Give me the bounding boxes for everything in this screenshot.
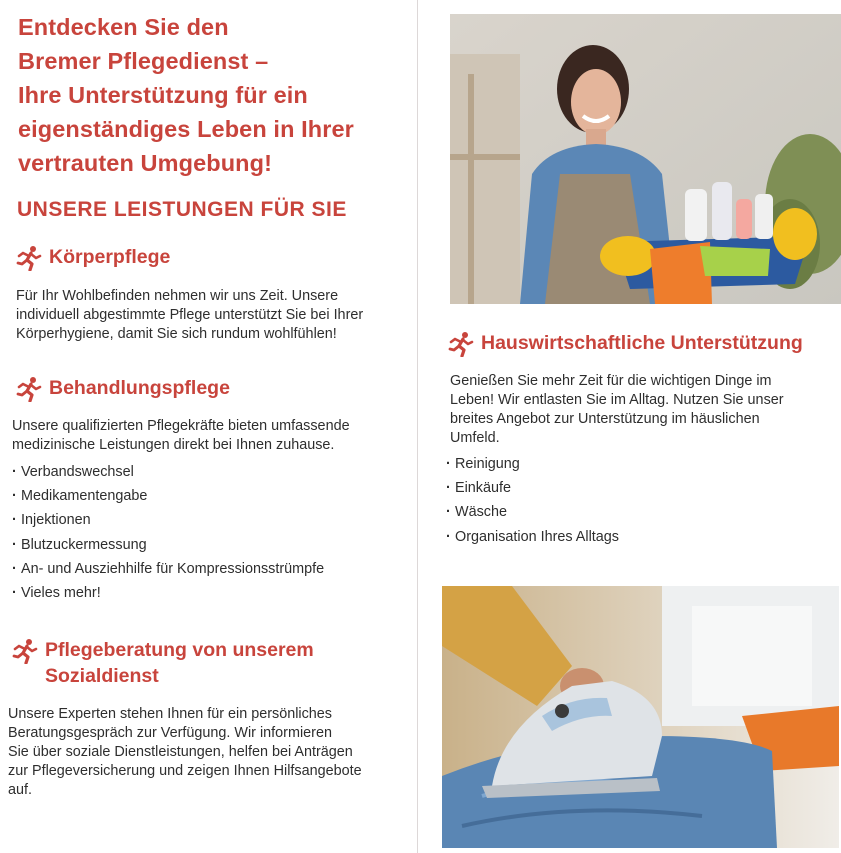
headline-line: Ihre Unterstützung für ein (18, 82, 308, 108)
right-column (418, 0, 841, 853)
service-title-line: Pflegeberatung von unserem (45, 639, 314, 661)
section-title: UNSERE LEISTUNGEN FÜR SIE (17, 198, 347, 221)
headline-line: Bremer Pflegedienst – (18, 48, 269, 74)
text-line: Umfeld. (450, 430, 500, 446)
headline-line: vertrauten Umgebung! (18, 150, 272, 176)
text-line: medizinische Leistungen direkt bei Ihnen zuhause. (12, 437, 335, 453)
service-title-pflegeberatung (45, 637, 314, 689)
running-person-icon (448, 331, 474, 357)
service-title-line: Behandlungspflege (49, 377, 230, 399)
service-text-behandlungspflege (12, 417, 350, 455)
text-line: Für Ihr Wohlbefinden nehmen wir uns Zeit. Unsere (16, 288, 339, 304)
left-column (0, 0, 416, 853)
service-text-hauswirtschaft (450, 372, 784, 448)
service-title-behandlungspflege (49, 375, 230, 401)
text-line: zur Pflegeversicherung und zeigen Ihnen Hilfsangebote (8, 763, 362, 779)
text-line: Unsere Experten stehen Ihnen für ein persönliches (8, 706, 332, 722)
list-item: · Injektionen (12, 508, 324, 532)
list-item: · Wäsche (446, 500, 619, 524)
headline (18, 10, 408, 180)
service-title-line: Körperpflege (49, 246, 171, 268)
text-line: auf. (8, 782, 33, 798)
service-title-hauswirtschaft (481, 330, 803, 356)
photo-cleaning-woman (450, 14, 841, 304)
service-header-koerperpflege (16, 244, 170, 271)
text-line: Unsere qualifizierten Pflegekräfte bieten umfassende (12, 418, 350, 434)
text-line: Leben! Wir entlasten Sie im Alltag. Nutzen Sie unser (450, 392, 784, 408)
text-line: Sie über soziale Dienstleistungen, helfen bei Anträgen (8, 744, 353, 760)
list-item: · Blutzuckermessung (12, 533, 324, 557)
service-text-koerperpflege (16, 287, 363, 344)
bullet-list-hauswirtschaft (446, 452, 619, 549)
list-item: · Vieles mehr! (12, 581, 324, 605)
text-line: individuell abgestimmte Pflege unterstützt Sie bei Ihrer (16, 307, 364, 323)
service-title-line: Hauswirtschaftliche Unterstützung (481, 332, 803, 354)
photo-ironing (442, 586, 839, 848)
service-text-pflegeberatung (8, 705, 362, 800)
service-title-koerperpflege (49, 244, 170, 270)
text-line: breites Angebot zur Unterstützung im häuslichen (450, 411, 760, 427)
text-line: Körperhygiene, damit Sie sich rundum wohlfühlen! (16, 326, 337, 342)
service-title-line: Sozialdienst (45, 665, 159, 687)
list-item: · Verbandswechsel (12, 460, 324, 484)
running-person-icon (16, 376, 42, 402)
list-item: · Medikamentengabe (12, 484, 324, 508)
list-item: · An- und Ausziehhilfe für Kompressionsstrümpfe (12, 557, 324, 581)
running-person-icon (12, 638, 38, 664)
service-header-pflegeberatung (12, 637, 314, 689)
headline-line: Entdecken Sie den (18, 14, 229, 40)
text-line: Genießen Sie mehr Zeit für die wichtigen Dinge im (450, 373, 772, 389)
bullet-list-behandlungspflege (12, 460, 324, 605)
headline-line: eigenständiges Leben in Ihrer (18, 116, 354, 142)
service-header-behandlungspflege (16, 375, 230, 402)
text-line: Beratungsgespräch zur Verfügung. Wir informieren (8, 725, 332, 741)
list-item: · Einkäufe (446, 476, 619, 500)
running-person-icon (16, 245, 42, 271)
service-header-hauswirtschaft (448, 330, 803, 357)
list-item: · Organisation Ihres Alltags (446, 525, 619, 549)
list-item: · Reinigung (446, 452, 619, 476)
